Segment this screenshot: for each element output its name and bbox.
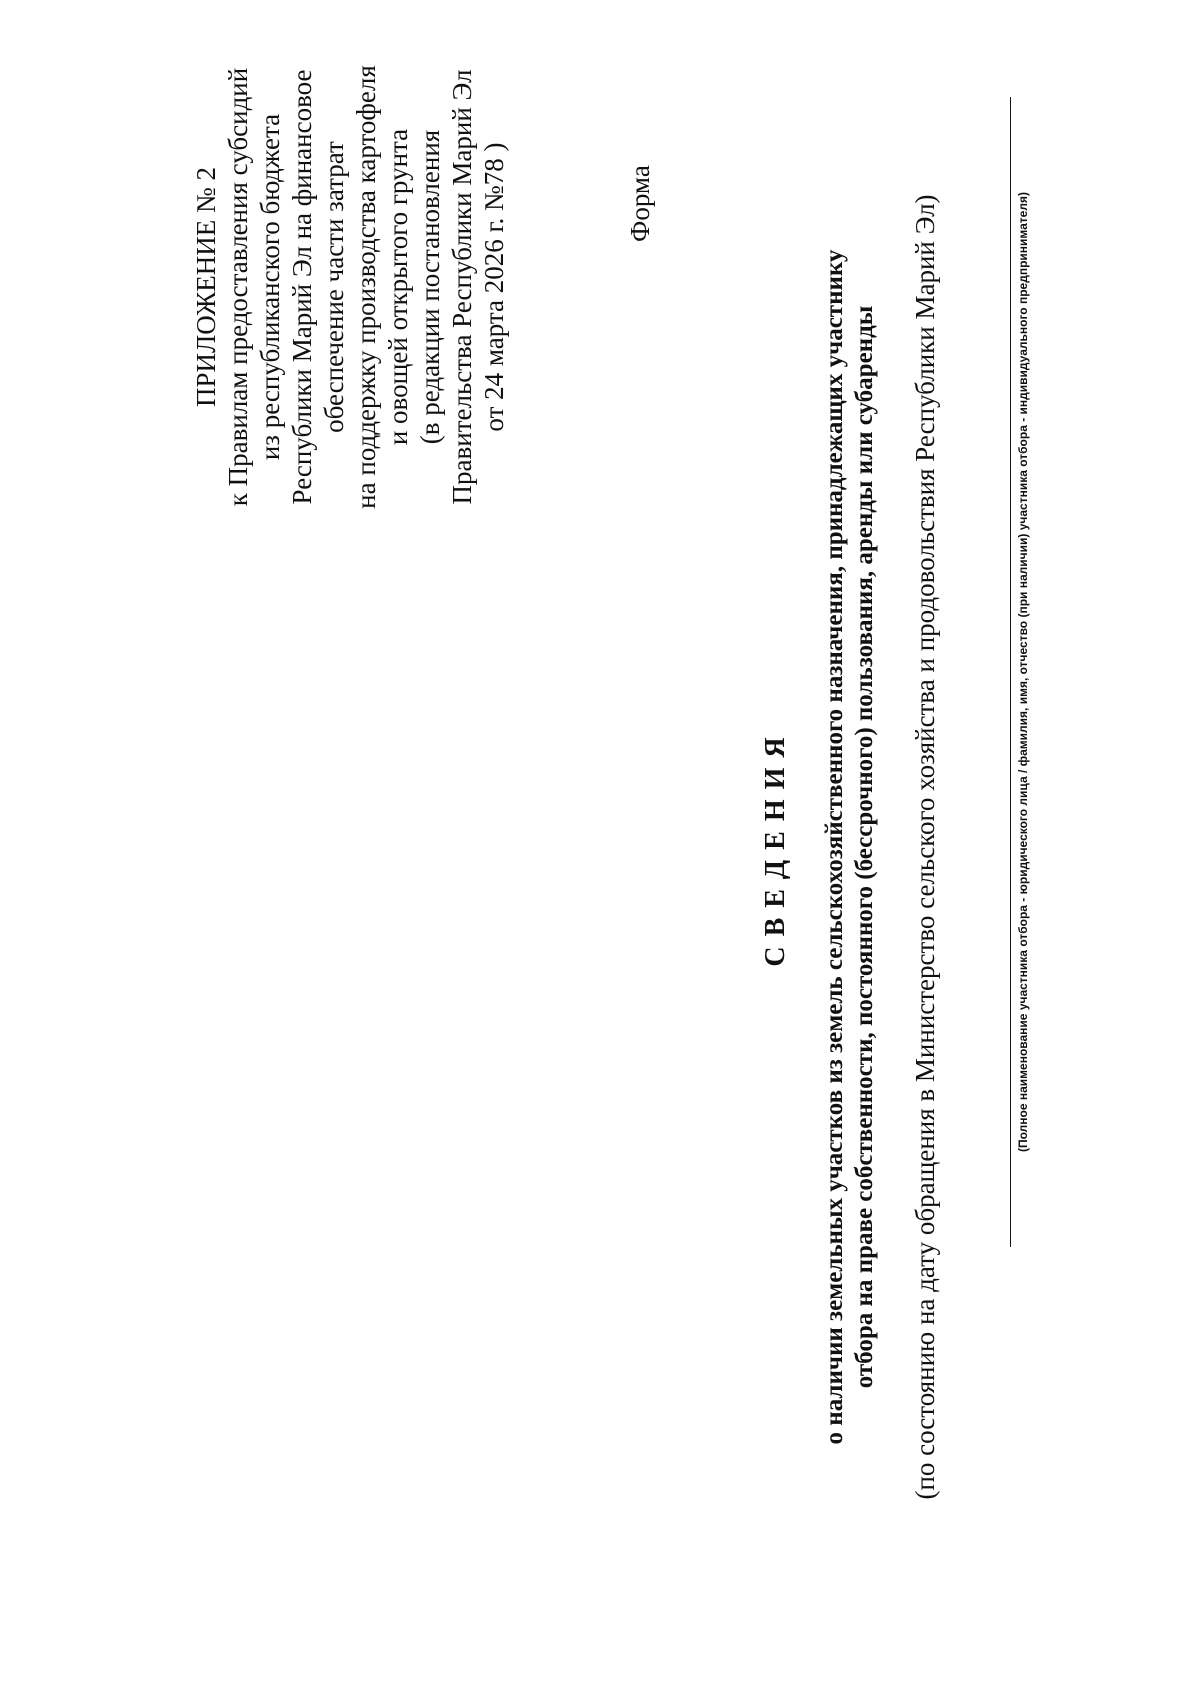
appendix-line: из республиканского бюджета [255,113,285,461]
appendix-line: на поддержку производства картофеля [351,65,381,509]
appendix-line: Республики Марий Эл на финансовое [287,69,317,505]
document-subtitle [820,137,880,1557]
name-caption: (Полное наименование участника отбора - юридического лица / фамилия, имя, отчество (при наличии) участника отбора - индивидуального предпринимателя) [1016,192,1030,1152]
appendix-line: ПРИЛОЖЕНИЕ № 2 [191,166,221,408]
appendix-line: к Правилам предоставления субсидий [223,67,253,507]
form-label: Форма [625,165,655,242]
document-title: СВЕДЕНИЯ [760,727,791,967]
appendix-line: от 24 марта 2026 г. №78 ) [479,142,509,432]
appendix-line: Правительства Республики Марий Эл [447,69,477,505]
appendix-line: и овощей открытого грунта [383,128,413,446]
subtitle-line-2: отбора на праве собственности, постоянного (бессрочного) пользования, аренды или субаренды [851,305,878,1389]
subtitle-line-1: о наличии земельных участков из земель сельскохозяйственного назначения, принадлежащих участнику [821,249,848,1445]
date-line: (по состоянию на дату обращения в Министерство сельского хозяйства и продовольствия Республики Марий Эл) [910,194,940,1500]
name-fill-line [1010,97,1011,1247]
appendix-line: (в редакции постановления [415,129,445,445]
appendix-block [190,17,510,557]
appendix-line: обеспечение части затрат [319,141,349,433]
